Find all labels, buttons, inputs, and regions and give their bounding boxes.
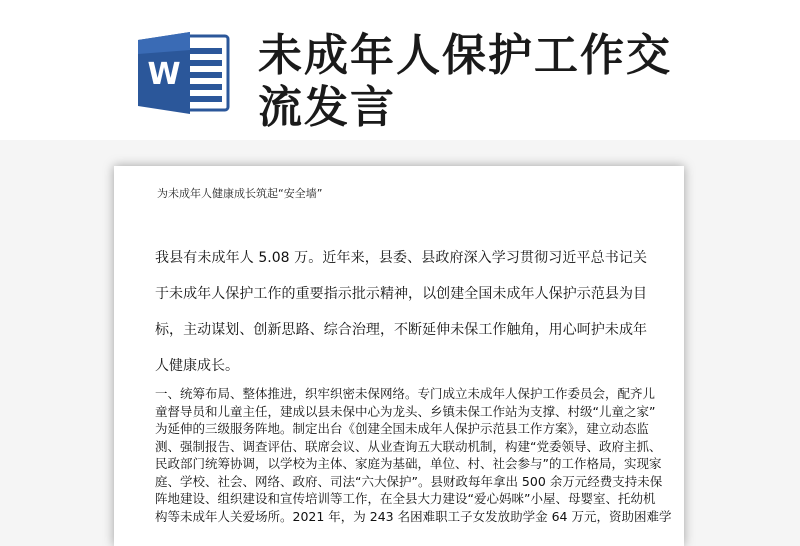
title-line-2: 流发言 [258,82,396,133]
body-line: 一、统筹布局、整体推进，织牢织密未保网络。专门成立未成年人保护工作委员会，配齐儿 [155,386,656,401]
svg-text:W: W [147,57,181,92]
body-line: 测、强制报告、调查评估、联席会议、从业查询五大联动机制，构建“党委领导、政府主抓、 [155,438,662,454]
section-one-paragraph [155,385,672,525]
body-line: 庭、学校、社会、网络、政府、司法“六大保护”。县财政每年拿出 500 余万元经费支持未保 [155,473,663,489]
document-caption: 为未成年人健康成长筑起“安全墙” [157,187,323,200]
intro-line: 我县有未成年人 5.08 万。近年来，县委、县政府深入学习贯彻习近平总书记关 [155,250,647,266]
document-title [258,30,728,134]
body-line: 童督导员和儿童主任，建成以县未保中心为龙头、乡镇未保工作站为支撑、村级“儿童之家” [155,403,656,419]
intro-line: 于未成年人保护工作的重要指示批示精神，以创建全国未成年人保护示范县为目 [155,286,647,302]
intro-line: 标，主动谋划、创新思路、综合治理，不断延伸未保工作触角，用心呵护未成年 [155,322,647,338]
word-document-icon [138,30,230,116]
header-banner [0,0,800,140]
body-line: 阵地建设、组织建设和宣传培训等工作，在全县大力建设“爱心妈咪”小屋、母婴室、托幼机 [155,491,656,506]
body-line: 构等未成年人关爱场所。2021 年，为 243 名困难职工子女发放助学金 64 万元，资助困难学 [155,508,672,524]
document-page [114,166,684,546]
intro-line: 人健康成长。 [155,358,239,374]
body-line: 为延伸的三级服务阵地。制定出台《创建全国未成年人保护示范县工作方案》，建立动态监 [155,421,649,436]
title-line-1: 未成年人保护工作交 [258,30,672,81]
body-line: 民政部门统筹协调，以学校为主体、家庭为基础，单位、村、社会参与”的工作格局，实现家 [155,456,662,471]
intro-paragraph [155,240,647,384]
